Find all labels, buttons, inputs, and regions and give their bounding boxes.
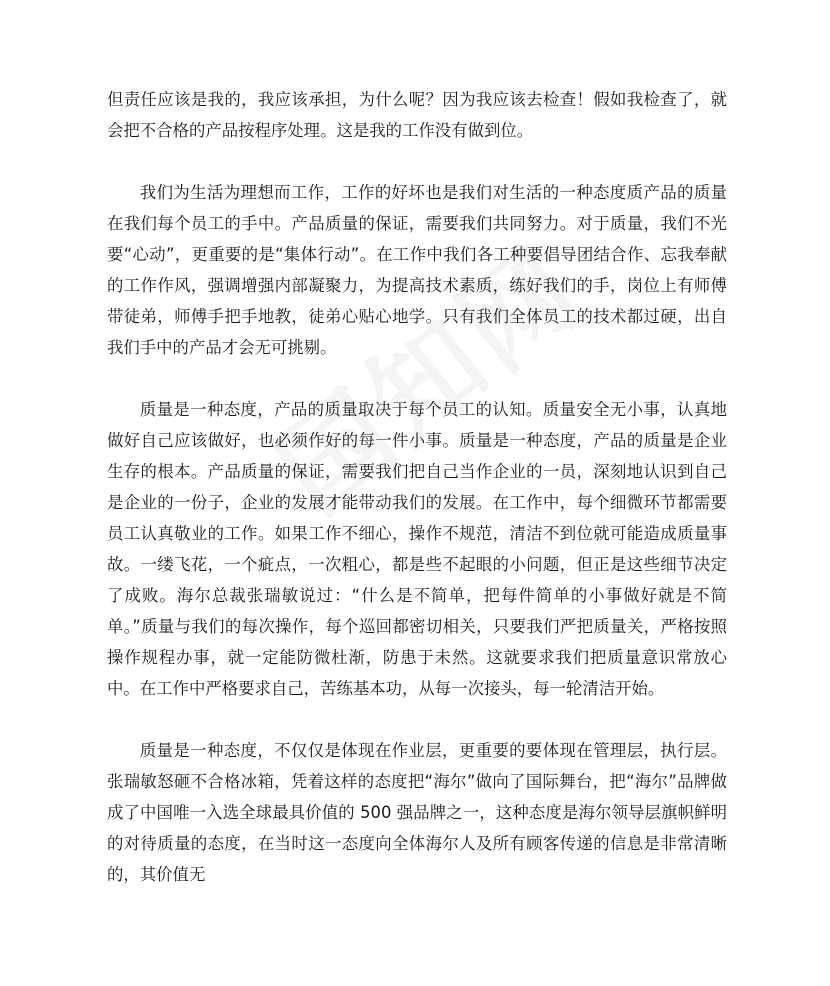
paragraph-2: 我们为生活为理想而工作，工作的好坏也是我们对生活的一种态度质产品的质量在我们每个员工的手中。产品质量的保证，需要我们共同努力。对于质量，我们不光要“心动”，更重要的是“集体行动”。在工作中我们各工种要倡导团结合作、忘我奉献的工作作风，强调增强内部凝聚力，为提高技术素质，练好我们的手，岗位上有师傅带徒弟，师傅手把手地教，徒弟心贴心地学。只有我们全体员工的技术都过硬，出自我们手中的产品才会无可挑剔。 [107,183,727,357]
document-body [107,84,727,890]
paragraph-3: 质量是一种态度，产品的质量取决于每个员工的认知。质量安全无小事，认真地做好自己应该做好，也必须作好的每一件小事。质量是一种态度，产品的质量是企业生存的根本。产品质量的保证，需要我们把自己当作企业的一员，深刻地认识到自己是企业的一份子，企业的发展才能带动我们的发展。在工作中，每个细微环节都需要员工认真敬业的工作。如果工作不细心，操作不规范，清洁不到位就可能造成质量事故。一缕飞花，一个疵点，一次粗心，都是些不起眼的小问题，但正是这些细节决定了成败。海尔总裁张瑞敏说过：“什么是不简单，把每件简单的小事做好就是不简单。”质量与我们的每次操作，每个巡回都密切相关，只要我们严把质量关，严格按照操作规程办事，就一定能防微杜渐，防患于未然。这就要求我们把质量意识常放心中。在工作中严格要求自己，苦练基本功，从每一次接头，每一轮清洁开始。 [107,400,727,698]
paragraph-1: 但责任应该是我的，我应该承担，为什么呢？因为我应该去检查！假如我检查了，就会把不合格的产品按程序处理。这是我的工作没有做到位。 [107,90,727,140]
paragraph-4: 质量是一种态度，不仅仅是体现在作业层，更重要的要体现在管理层，执行层。张瑞敏怒砸不合格冰箱，凭着这样的态度把“海尔”做向了国际舞台，把“海尔”品牌做成了中国唯一入选全球最具价值的 500 强品牌之一，这种态度是海尔领导层旗帜鲜明的对待质量的态度，在当时这一态度向全体海尔人及所有顾客传递的信息是非常清晰的，其价值无 [107,741,727,884]
